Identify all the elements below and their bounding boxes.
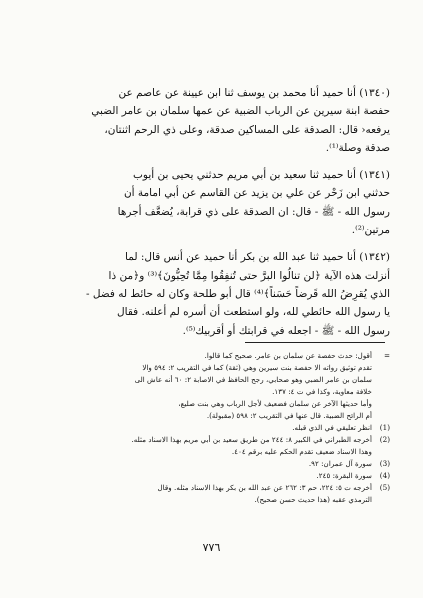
footnote-line: أخرجه ت ٥: ٢٢٤، حم ٣: ٢٦٢ عن عبد الله بن بكر بهذا الاسناد مثله. وقال	[157, 483, 372, 492]
text-line: أنزلت هذه الآية ﴿لن تنالُوا البرَّ حتى تُنفِقُوا مِمَّا تُحِبُّونَ﴾⁽³⁾ و﴿من ذا	[108, 269, 390, 282]
text-line: (١٣٤٢) أنا حميد ثنا عبد الله بن بكر أنا حميد عن أنس قال: لما	[125, 251, 390, 264]
footnote-line: وأما حديثها الآخر عن سلمان فضعيف لأجل الرباب وهي بنت صليع،	[178, 399, 372, 408]
footnote-4	[50, 470, 390, 482]
page-number: ٧٧٦	[202, 541, 221, 554]
footnote-marker: (1)	[379, 423, 390, 432]
text-line: (١٣٤٠) أنا حميد أنا محمد بن يوسف ثنا ابن عيينة عن عاصم عن	[118, 87, 390, 99]
text-line: الذي يُقرِضُ الله قَرضاً حَسَناً﴾⁽⁴⁾ قال أبو طلحة وكان له حائط له فضل -	[85, 287, 390, 300]
main-text	[38, 84, 390, 349]
text-line: رسول الله - ﷺ - قال: ان الصدقة على ذي قرابة، يُضعَّف أجرها	[117, 205, 390, 218]
footnote-separator	[245, 342, 385, 343]
text-line: حدثني ابن زَحْر عن علي بن يزيد عن القاسم عن أبي امامة أن	[123, 187, 390, 200]
footnote-line: أخرجه الطبراني في الكبير ٨: ٢٤٤ من طريق سعيد بن أبي مريم بهذا الاسناد مثله.	[131, 435, 372, 444]
footnote-marker: =	[383, 351, 390, 360]
text-line: يا رسول الله حائطي لله، ولو استطعت أن أسره لم أعلنه. فقال	[117, 306, 390, 319]
footnote-3	[50, 458, 390, 470]
hadith-1341	[38, 166, 390, 239]
footnote-line: انظر تعليقي في الذي قبله.	[292, 423, 372, 432]
text-line: مرتين⁽²⁾.	[351, 224, 390, 237]
footnotes	[50, 350, 390, 506]
footnote-line: تقدم توثيق رواته الا حفصة بنت سيرين وهي (ثقة) كما في التقريب ٢: ٥٩٤ والا	[142, 363, 372, 372]
hadith-1340	[38, 84, 390, 157]
footnote-2	[50, 434, 390, 458]
footnote-line: سورة آل عمران: ٩٢.	[308, 459, 372, 468]
footnote-1	[50, 422, 390, 434]
text-line: حفصة ابنة سيرين عن الرباب الضبية عن عمها سلمان بن عامر الضبي	[91, 105, 390, 118]
footnote-5	[50, 482, 390, 506]
footnote-marker: (5)	[379, 483, 390, 492]
footnote-line: الترمذي عقبه (هذا حديث حسن صحيح).	[254, 495, 372, 504]
hadith-1342	[38, 248, 390, 339]
footnote-line: خلافة معاوية، وكذا في ت ٤: ١٣٧.	[272, 387, 372, 396]
footnote-line: سورة البقرة: ٢٤٥.	[316, 471, 372, 480]
text-line: (١٣٤١) أنا حميد ثنا سعيد بن أبي مريم حدثني يحيى بن أيوب	[133, 169, 390, 182]
footnote-line: أم الرائح الضبية. قال عنها في التقريب ٢: ٥٩٨ (مقبولة).	[206, 411, 372, 420]
footnote-marker: (2)	[379, 435, 390, 444]
text-line: رسول الله - ﷺ - اجعله في قرابتك أو أقربيك⁽⁵⁾.	[182, 324, 390, 337]
text-line: يرفعه‹ قال: الصدقة على المساكين صدقة، وعلى ذي الرحم اثنتان،	[104, 123, 390, 136]
footnote-line: أقول: حدث حفصة عن سلمان بن عامر. صحيح كما قالوا.	[204, 351, 372, 360]
footnote-continued	[50, 350, 390, 422]
footnote-line: وهذا الاسناد ضعيف تقدم الحكم عليه برقم ٤٠٤.	[231, 447, 372, 456]
footnote-marker: (3)	[379, 459, 390, 468]
text-line: صدقة وصلة⁽¹⁾.	[325, 141, 390, 154]
footnote-marker: (4)	[379, 471, 390, 480]
footnote-line: سلمان بن عامر الضبي وهو صحابي، رجح الحافظ في الاصابة ٢: ٦٠ أنه عاش الى	[134, 375, 372, 384]
